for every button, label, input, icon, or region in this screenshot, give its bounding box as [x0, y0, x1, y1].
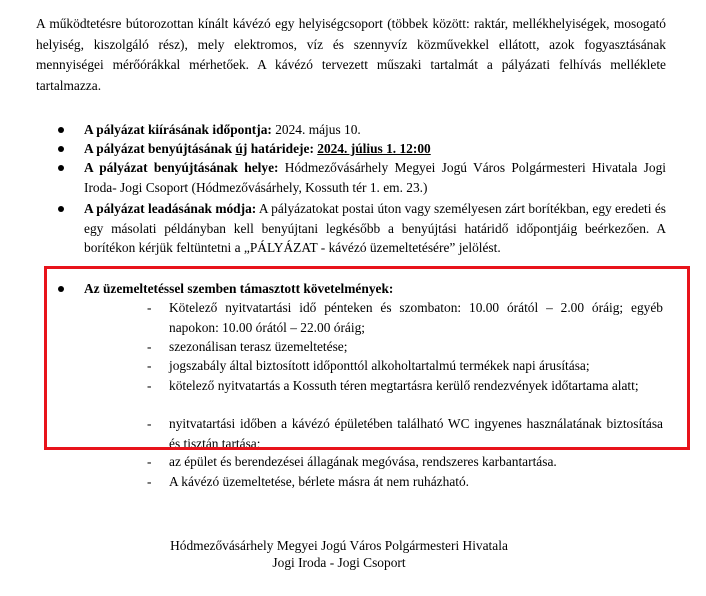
- dash-marker: -: [147, 474, 152, 489]
- requirement-text: A kávézó üzemeltetése, bérlete másra át nem ruházható.: [169, 474, 470, 489]
- dash-marker: -: [147, 358, 152, 373]
- mod-label: A pályázat leadásának módja:: [84, 201, 257, 216]
- requirement-text: az épület és berendezései állagának megóvása, rendszeres karbantartása.: [169, 454, 557, 469]
- bullet-leadas-modja: [84, 199, 666, 258]
- bullet-dot: [58, 127, 64, 133]
- requirement-item: [147, 452, 663, 472]
- requirement-text: jogszabály által biztosított időponttól alkoholtartalmú termékek napi árusítása;: [169, 358, 590, 373]
- bullet-benyujtas-hatarido: [84, 139, 666, 159]
- kovetelmenyek-label: Az üzemeltetéssel szemben támasztott követelmények:: [84, 281, 394, 296]
- dash-marker: -: [147, 300, 152, 315]
- requirement-item: [147, 472, 663, 492]
- requirement-text: kötelező nyitvatartás a Kossuth téren megtartásra kerülő rendezvények időtartama alatt;: [169, 378, 639, 393]
- bullet-kiiras: [84, 120, 666, 140]
- dash-marker: -: [147, 416, 152, 431]
- requirement-text: szezonálisan terasz üzemeltetése;: [169, 339, 348, 354]
- highlight-box: [44, 266, 690, 450]
- dash-marker: -: [147, 454, 152, 469]
- footer-department: Jogi Iroda - Jogi Csoport: [272, 555, 406, 570]
- footer-institution: Hódmezővásárhely Megyei Jogú Város Polgármesteri Hivatala: [170, 538, 508, 553]
- requirement-text: nyitvatartási időben a kávézó épületében található WC ingyenes használatának biztosítása és tisztán tartása;: [169, 416, 663, 451]
- bullet-dot: [58, 206, 64, 212]
- hely-label: A pályázat benyújtásának helye:: [84, 160, 279, 175]
- bullet-dot: [58, 165, 64, 171]
- kiiras-label: A pályázat kiírásának időpontja:: [84, 122, 272, 137]
- dash-marker: -: [147, 378, 152, 393]
- bullet-benyujtas-helye: [84, 158, 666, 197]
- kiiras-value: 2024. május 10.: [271, 122, 361, 137]
- benyujtas-value: 2024. július 1. 12:00: [317, 141, 431, 156]
- dash-marker: -: [147, 339, 152, 354]
- hely-value: Hódmezővásárhely Megyei Jogú Város Polgármesteri Hivatala Jogi Iroda- Jogi Csoport (Hódmezővásárhely, Kossuth tér 1. em. 23.): [84, 160, 666, 195]
- mod-value: A pályázatokat postai úton vagy személyesen zárt borítékban, egy eredeti és egy másolati példányban kell benyújtani legkésőbb a benyújtási határidő időpontjáig beérkezően. A borítékon kérjük feltüntetni a „PÁLYÁZAT - kávézó üzemeltetésére” jelölést.: [84, 201, 666, 255]
- intro-paragraph: A működtetésre bútorozottan kínált kávézó egy helyiségcsoport (többek között: raktár, mellékhelyiségek, mosogató helyiség, kiszolgáló rész), mely elektromos, víz és szennyvíz közművekkel ellátott, azok fogyasztásának mennyiségei mérőórákkal mérhetőek. A kávézó tervezett műszaki tartalmát a pályázati felhívás melléklete tartalmazza.: [36, 16, 666, 93]
- benyujtas-label: A pályázat benyújtásának új határideje: 2024. július 1. 12:00: [84, 141, 431, 156]
- requirement-text: Kötelező nyitvatartási idő pénteken és szombaton: 10.00 órától – 2.00 óráig; egyéb napokon: 10.00 órától – 22.00 óráig;: [169, 300, 663, 335]
- bullet-dot: [58, 146, 64, 152]
